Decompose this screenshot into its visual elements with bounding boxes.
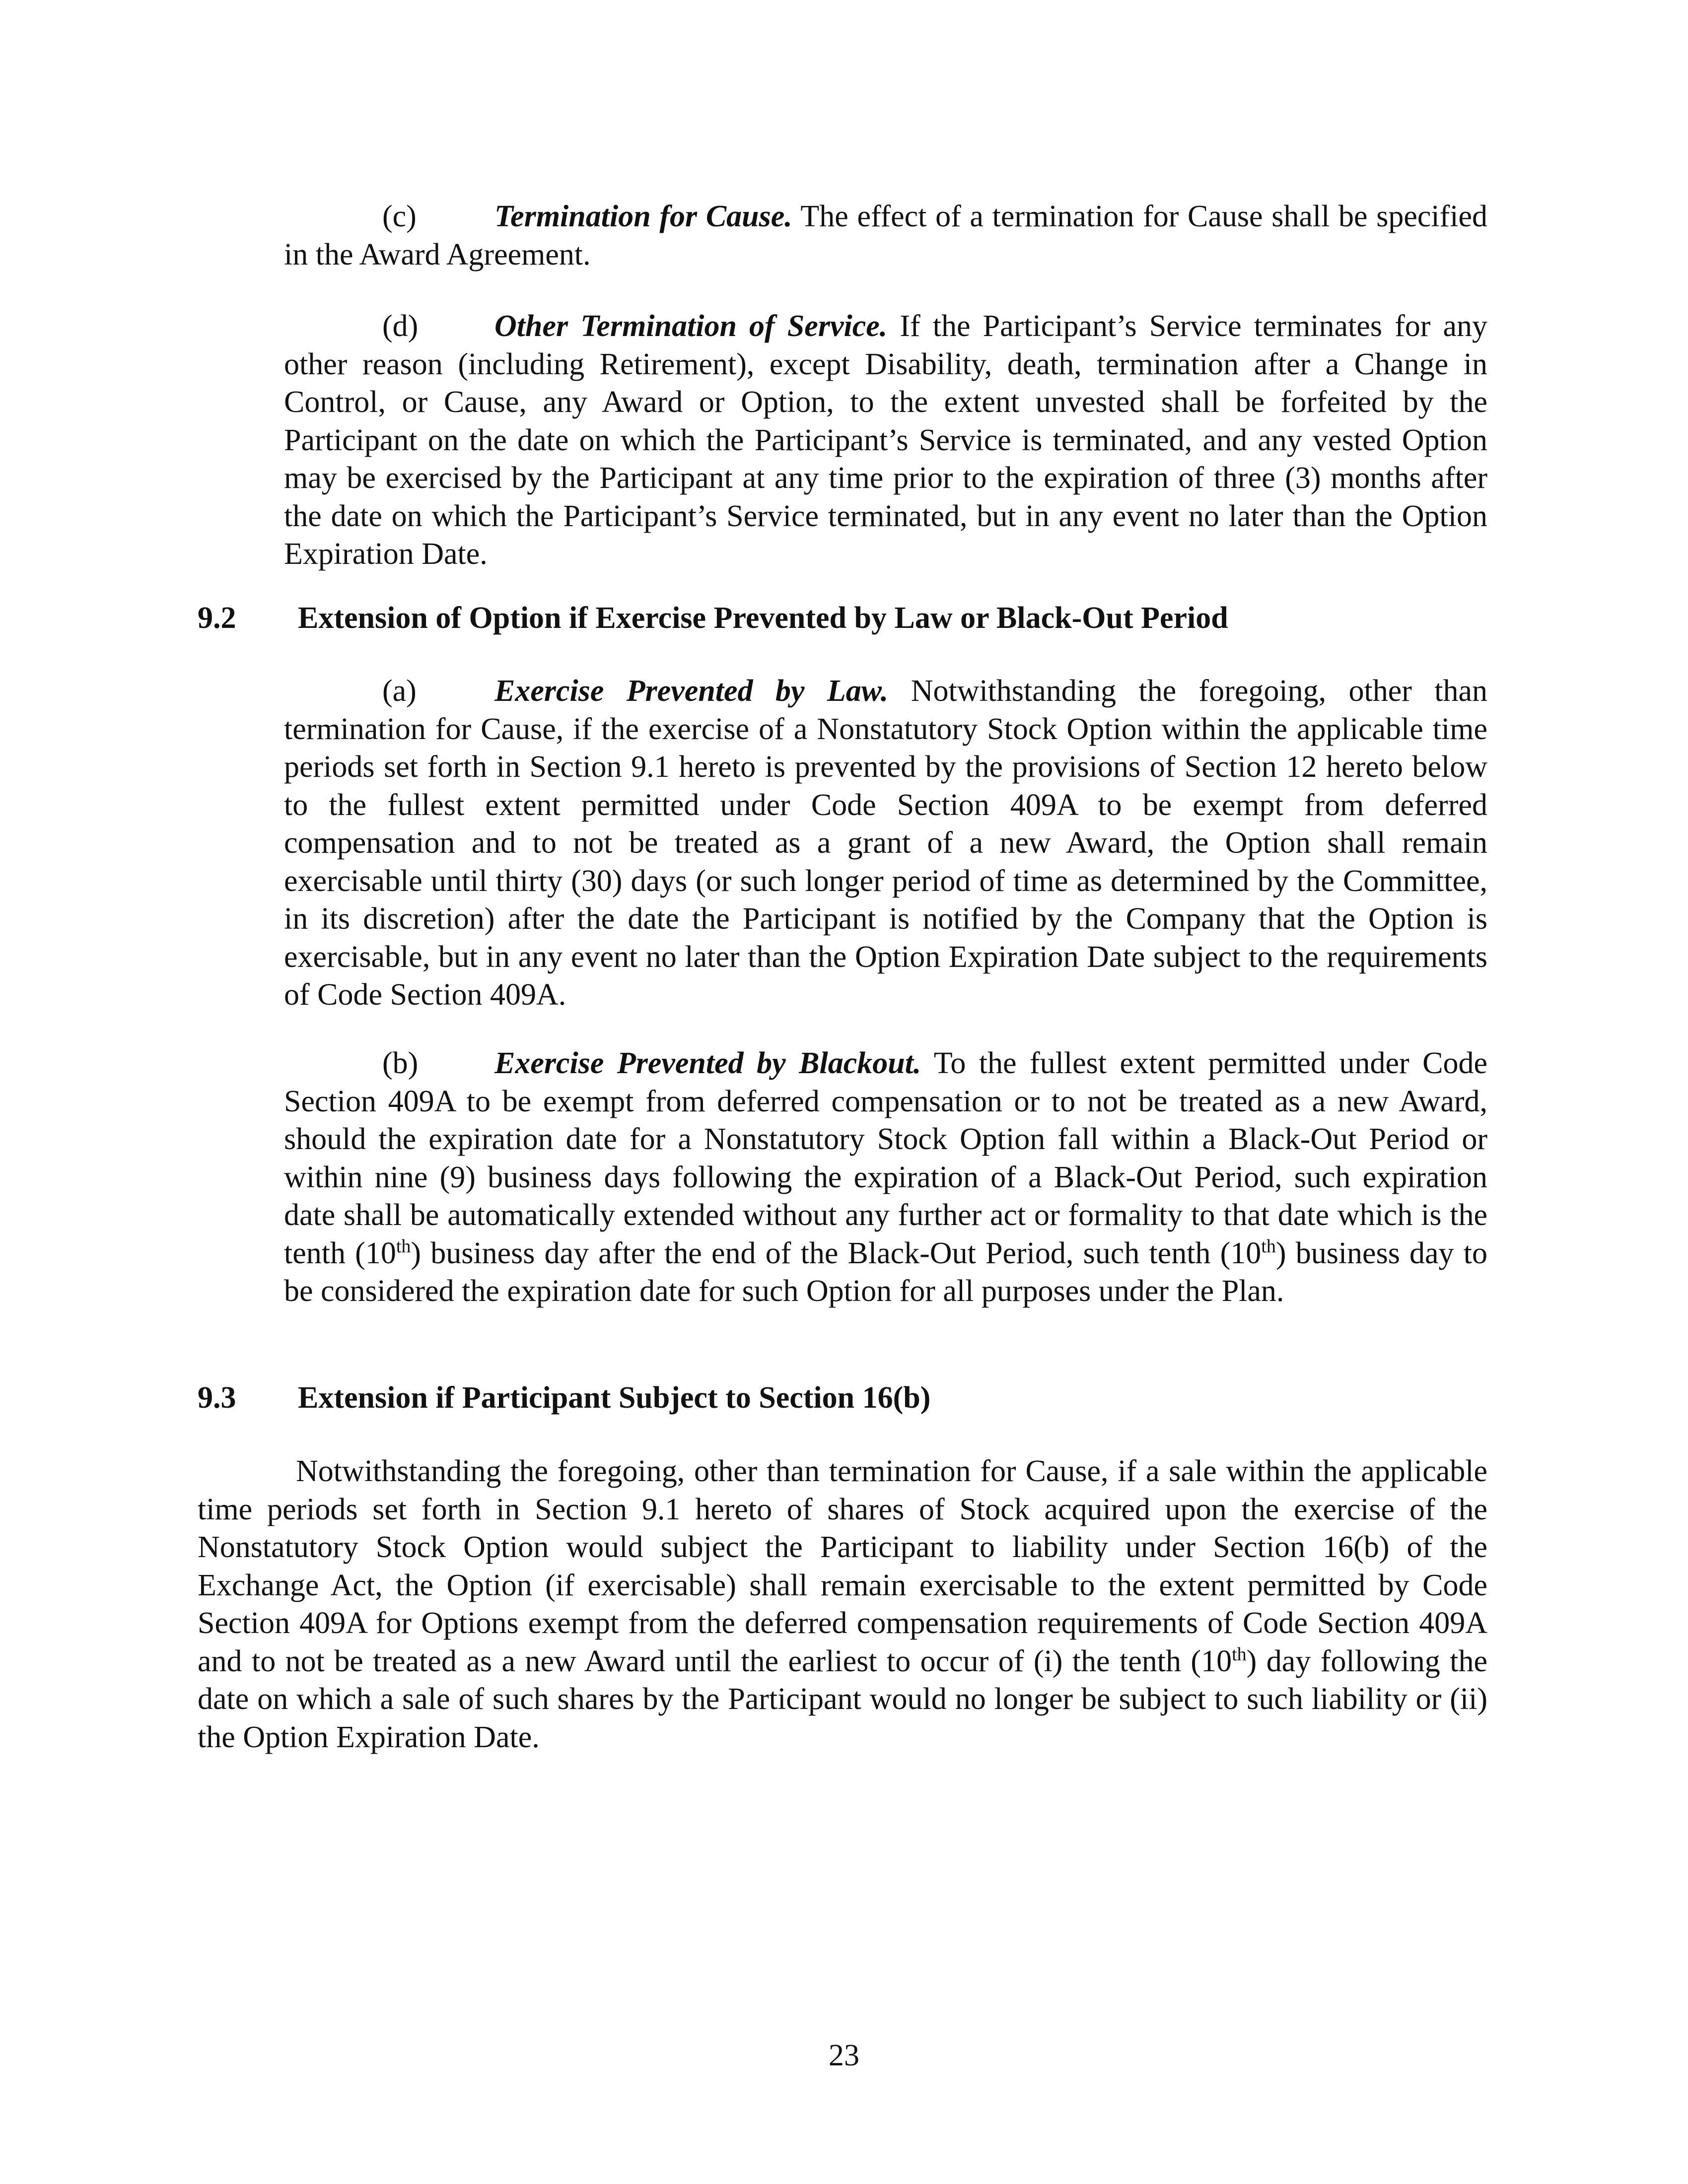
paragraph-text: Notwithstanding the foregoing, other than termination for Cause, if the exercise of a Nonstatutory Stock Option within the applicable time periods set forth in Section 9.1 hereto is prevented by the provisions of Section 12 hereto below to the fullest extent permitted under Code Section 409A to be exempt from deferred compensation and to not be treated as a grant of a new Award, the Option shall remain exercisable until thirty (30) days (or such longer period of time as determined by the Committee, in its discretion) after the date the Participant is notified by the Company that the Option is exercisable, but in any event no later than the Option Expiration Date subject to the requirements of Code Section 409A. [284,674,1487,1012]
paragraph-marker: (a) [382,674,417,708]
paragraph-section-16b [198,1452,1487,1756]
paragraph-text: The effect of a termination for Cause shall be specified in the Award Agreement. [284,200,1487,272]
paragraph-text: To the fullest extent permitted under Code Section 409A to be exempt from deferred compensation or to not be treated as a new Award, should the expiration date for a Nonstatutory Stock Option fall within a Black-Out Period or within nine (9) business days following the expiration of a Black-Out Period, such expiration date shall be automatically extended without any further act or formality to that date which is the tenth (10 [284,1046,1487,1270]
section-heading-9-3 [198,1379,930,1417]
section-title: Extension of Option if Exercise Prevented by Law or Black-Out Period [298,601,1228,635]
section-number: 9.3 [198,1381,236,1415]
paragraph-text: Notwithstanding the foregoing, other than termination for Cause, if a sale within the applicable time periods set forth in Section 9.1 hereto of shares of Stock acquired upon the exercise of the Nonstatutory Stock Option would subject the Participant to liability under Section 16(b) of the Exchange Act, the Option (if exercisable) shall remain exercisable to the extent permitted by Code Section 409A for Options exempt from the deferred compensation requirements of Code Section 409A and to not be treated as a new Award until the earliest to occur of (i) the tenth (10 [198,1454,1487,1678]
paragraph-exercise-prevented-by-law [284,672,1487,1014]
paragraph-other-termination [284,307,1487,573]
paragraph-title: Other Termination of Service. [494,309,888,343]
page-number: 23 [829,2039,859,2072]
paragraph-title: Exercise Prevented by Blackout. [494,1046,921,1080]
section-number: 9.2 [198,601,236,635]
superscript: th [1232,1643,1247,1665]
paragraph-termination-for-cause [284,198,1487,273]
superscript: th [1261,1235,1276,1257]
section-heading-9-2 [198,599,1228,637]
section-title: Extension if Participant Subject to Section 16(b) [298,1381,931,1415]
paragraph-text: ) business day to be considered the expiration date for such Option for all purposes under the Plan. [284,1236,1487,1308]
paragraph-marker: (b) [382,1046,419,1080]
paragraph-marker: (d) [382,309,419,343]
paragraph-text: ) day following the date on which a sale of such shares by the Participant would no longer be subject to such liability or (ii) the Option Expiration Date. [198,1644,1487,1754]
paragraph-text: ) business day after the end of the Black-Out Period, such tenth (10 [411,1236,1262,1270]
paragraph-title: Exercise Prevented by Law. [494,674,889,708]
paragraph-marker: (c) [382,200,417,233]
paragraph-exercise-prevented-by-blackout [284,1044,1487,1310]
superscript: th [396,1235,411,1257]
paragraph-title: Termination for Cause. [494,200,792,233]
paragraph-text: If the Participant’s Service terminates for any other reason (including Retirement), except Disability, death, termination after a Change in Control, or Cause, any Award or Option, to the extent unvested shall be forfeited by the Participant on the date on which the Participant’s Service is terminated, and any vested Option may be exercised by the Participant at any time prior to the expiration of three (3) months after the date on which the Participant’s Service terminated, but in any event no later than the Option Expiration Date. [284,309,1487,571]
